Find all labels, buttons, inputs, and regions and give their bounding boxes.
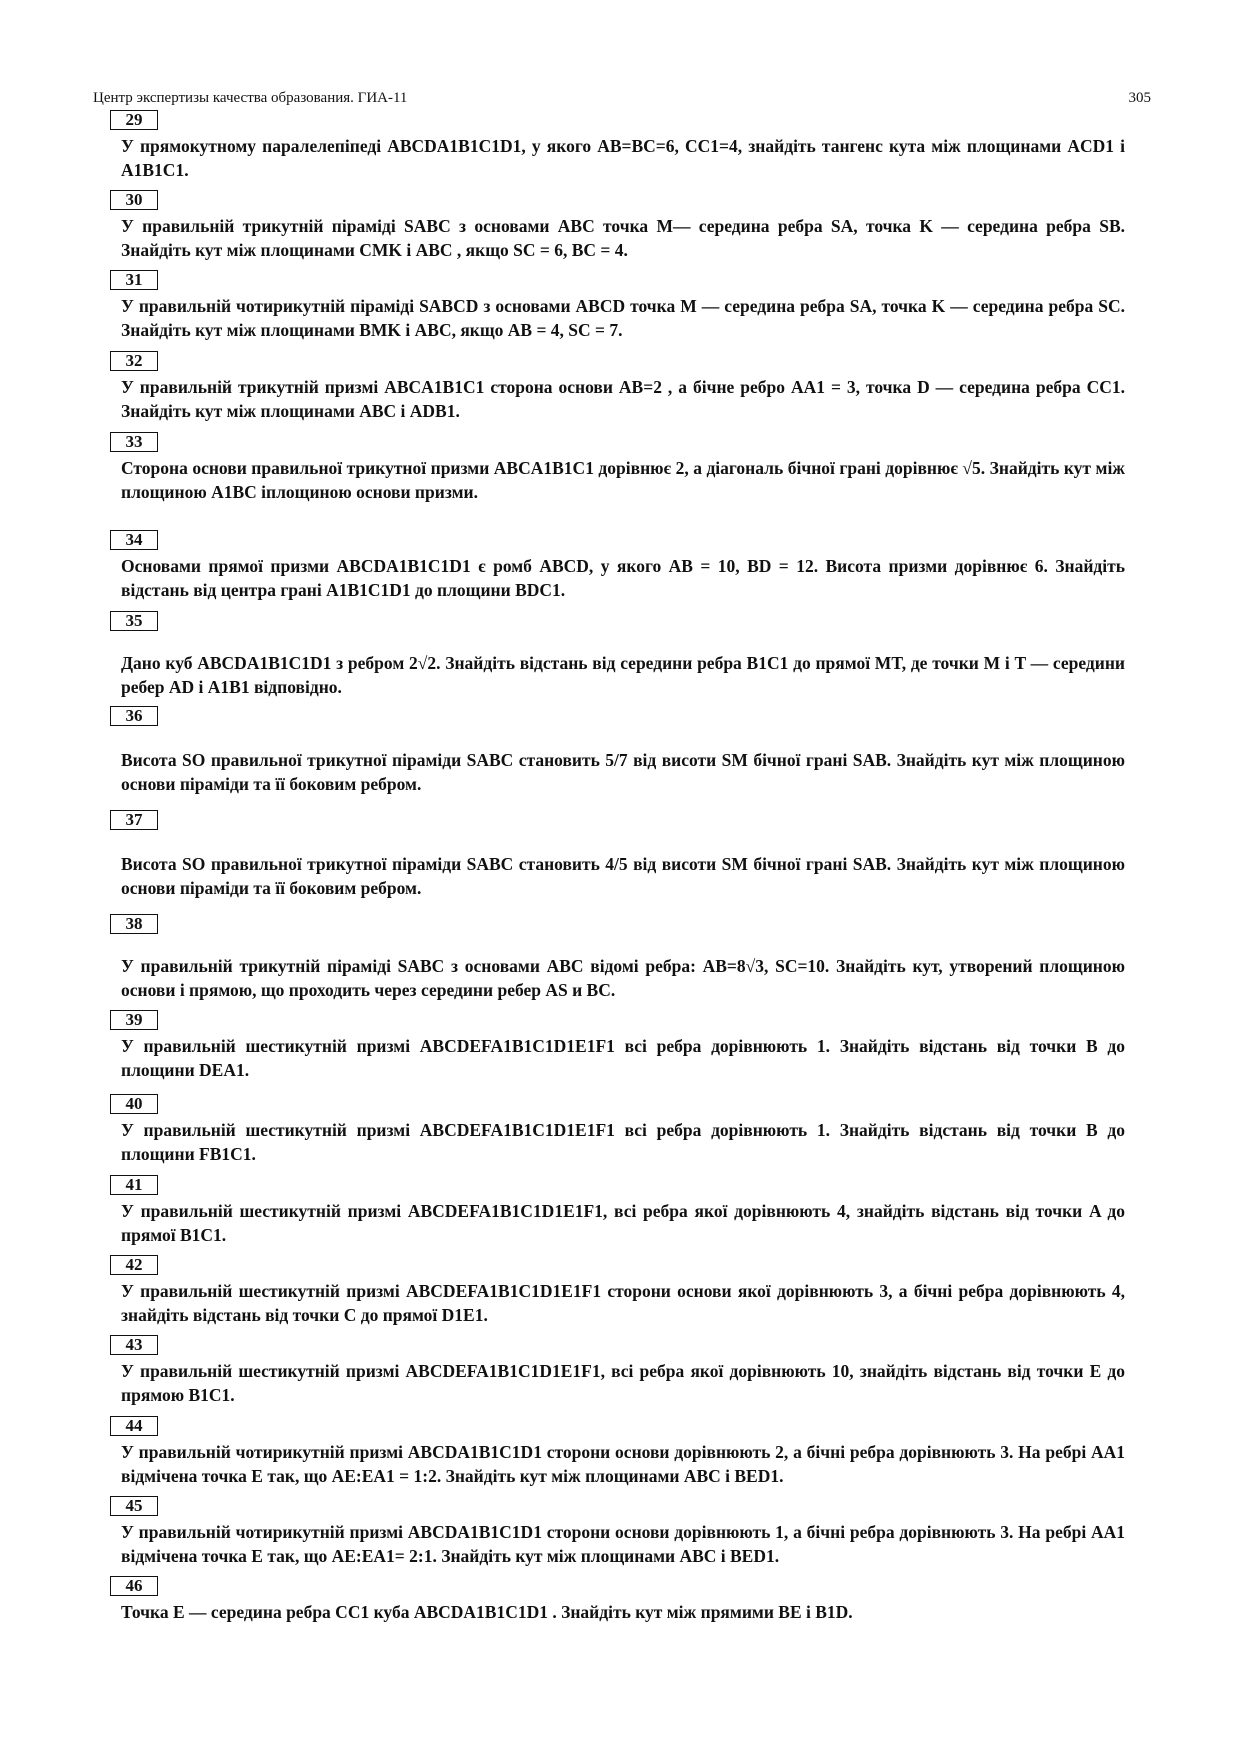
problem-text: У правильній шестикутній призмі ABCDEFA1B1C1D1E1F1 сторони основи якої дорівнюють 3, а бічні ребра дорівнюють 4, знайдіть відстань від точки C до прямої D1E1. [121, 1281, 1125, 1325]
problem-number: 46 [110, 1576, 158, 1596]
problem-number: 36 [110, 706, 158, 726]
problem-number: 37 [110, 810, 158, 830]
problem-text: Висота SO правильної трикутної піраміди SABC становить 4/5 від висоти SM бічної грані SAB. Знайдіть кут між площиною основи піраміди та її боковим ребром. [121, 854, 1125, 898]
problem-text: Дано куб ABCDA1B1C1D1 з ребром 2√2. Знайдіть відстань від середини ребра B1C1 до прямої MT, де точки M і T — середини ребер AD і A1B1 відповідно. [121, 653, 1125, 697]
problem-number: 43 [110, 1335, 158, 1355]
problem-number: 34 [110, 530, 158, 550]
problem-text: Сторона основи правильної трикутної призми ABCA1B1C1 дорівнює 2, а діагональ бічної грані дорівнює √5. Знайдіть кут між площиною A1BC іплощиною основи призми. [121, 458, 1125, 502]
problem-text: У правильній шестикутній призмі ABCDEFA1B1C1D1E1F1, всі ребра якої дорівнюють 10, знайдіть відстань від точки E до прямою B1C1. [121, 1361, 1125, 1405]
problem-text: У прямокутному паралелепіпеді ABCDA1B1C1D1, у якого AB=BC=6, CC1=4, знайдіть тангенс кута між площинами ACD1 і A1B1C1. [121, 136, 1125, 180]
problem-number: 41 [110, 1175, 158, 1195]
problem-number: 35 [110, 611, 158, 631]
problem-number: 29 [110, 110, 158, 130]
problem-number: 39 [110, 1010, 158, 1030]
problem-number: 38 [110, 914, 158, 934]
problem-number: 44 [110, 1416, 158, 1436]
page-header-title: Центр экспертизы качества образования. ГИА-11 [93, 90, 408, 106]
problem-text: У правильній шестикутній призмі ABCDEFA1B1C1D1E1F1 всі ребра дорівнюють 1. Знайдіть відстань від точки B до площини DEA1. [121, 1036, 1125, 1080]
problem-text: У правильній чотирикутній призмі ABCDA1B1C1D1 сторони основи дорівнюють 2, а бічні ребра дорівнюють 3. На ребрі AA1 відмічена точка E так, що AE:EA1 = 1:2. Знайдіть кут між площинами ABC і BED1. [121, 1442, 1125, 1486]
problem-number: 42 [110, 1255, 158, 1275]
problem-text: Точка E — середина ребра CC1 куба ABCDA1B1C1D1 . Знайдіть кут між прямими BE і B1D. [121, 1602, 853, 1622]
problem-text: У правильній чотирикутній призмі ABCDA1B1C1D1 сторони основи дорівнюють 1, а бічні ребра дорівнюють 3. На ребрі AA1 відмічена точка E так, що AE:EA1= 2:1. Знайдіть кут між площинами ABC і BED1. [121, 1522, 1125, 1566]
problem-number: 32 [110, 351, 158, 371]
problem-number: 45 [110, 1496, 158, 1516]
problem-number: 30 [110, 190, 158, 210]
problem-text: У правильній чотирикутній піраміді SABCD з основами ABCD точка M — середина ребра SA, точка K — середина ребра SC. Знайдіть кут між площинами BMK і ABC, якщо AB = 4, SC = 7. [121, 296, 1125, 340]
problem-text: У правильній шестикутній призмі ABCDEFA1B1C1D1E1F1, всі ребра якої дорівнюють 4, знайдіть відстань від точки A до прямої B1C1. [121, 1201, 1125, 1245]
problem-number: 33 [110, 432, 158, 452]
page-number: 305 [1128, 90, 1151, 106]
problem-text: Основами прямої призми ABCDA1B1C1D1 є ромб ABCD, у якого AB = 10, BD = 12. Висота призми дорівнює 6. Знайдіть відстань від центра грані A1B1C1D1 до площини BDC1. [121, 556, 1125, 600]
problem-number: 31 [110, 270, 158, 290]
problem-text: У правильній шестикутній призмі ABCDEFA1B1C1D1E1F1 всі ребра дорівнюють 1. Знайдіть відстань від точки B до площини FB1C1. [121, 1120, 1125, 1164]
problem-text: Висота SO правильної трикутної піраміди SABC становить 5/7 від висоти SM бічної грані SAB. Знайдіть кут між площиною основи піраміди та її боковим ребром. [121, 750, 1125, 794]
problem-number: 40 [110, 1094, 158, 1114]
problem-text: У правильній трикутній призмі ABCA1B1C1 сторона основи AB=2 , а бічне ребро AA1 = 3, точка D — середина ребра CC1. Знайдіть кут між площинами ABC і ADB1. [121, 377, 1125, 421]
problem-text: У правильній трикутній піраміді SABC з основами ABC точка M— середина ребра SA, точка K — середина ребра SB. Знайдіть кут між площинами CMK і ABC , якщо SC = 6, BC = 4. [121, 216, 1125, 260]
problem-text: У правильній трикутній піраміді SABC з основами ABC відомі ребра: AB=8√3, SC=10. Знайдіть кут, утворений площиною основи і прямою, що проходить через середини ребер AS и BC. [121, 956, 1125, 1000]
